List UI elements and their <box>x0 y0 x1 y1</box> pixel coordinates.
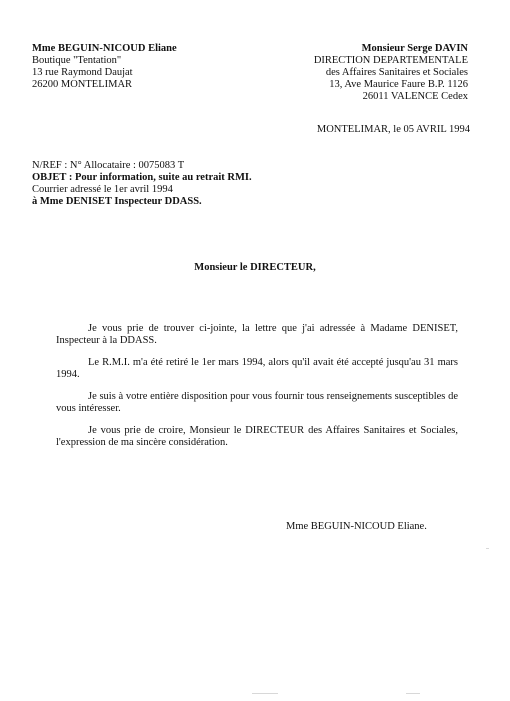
sender-name: Mme BEGUIN-NICOUD Eliane <box>32 43 177 54</box>
sender-address <box>32 43 177 91</box>
addressee-line: à Mme DENISET Inspecteur DDASS. <box>32 196 202 207</box>
recipient-affairs: des Affaires Sanitaires et Sociales <box>325 67 468 78</box>
sender-shop: Boutique "Tentation" <box>32 55 122 66</box>
reference-block <box>32 160 252 208</box>
recipient-name: Monsieur Serge DAVIN <box>361 43 468 54</box>
scan-artifact <box>252 693 278 694</box>
reference-number: N/REF : N° Allocataire : 0075083 T <box>32 160 185 171</box>
mail-sent-line: Courrier adressé le 1er avril 1994 <box>32 184 173 195</box>
signature: Mme BEGUIN-NICOUD Eliane. <box>286 521 427 532</box>
body-paragraph-3: Je suis à votre entière disposition pour vous fournir tous renseignements susceptibles de vous intéresser. <box>56 391 458 414</box>
sender-city: 26200 MONTELIMAR <box>32 79 133 90</box>
scan-artifact <box>486 548 489 549</box>
body-paragraph-1: Je vous prie de trouver ci-jointe, la lettre que j'ai adressée à Madame DENISET, Inspecteur à la DDASS. <box>56 323 458 346</box>
body-paragraph-2: Le R.M.I. m'a été retiré le 1er mars 1994, alors qu'il avait été accepté jusqu'au 31 mars 1994. <box>56 357 458 380</box>
body-paragraph-4: Je vous prie de croire, Monsieur le DIRECTEUR des Affaires Sanitaires et Sociales, l'expression de ma sincère considération. <box>56 425 458 448</box>
salutation: Monsieur le DIRECTEUR, <box>194 262 316 273</box>
recipient-department: DIRECTION DEPARTEMENTALE <box>313 55 468 66</box>
sender-street: 13 rue Raymond Daujat <box>32 67 133 78</box>
scan-artifact <box>406 693 420 694</box>
recipient-address <box>314 43 468 103</box>
letter-body <box>56 323 458 459</box>
recipient-street: 13, Ave Maurice Faure B.P. 1126 <box>329 79 468 90</box>
recipient-city: 26011 VALENCE Cedex <box>362 91 468 102</box>
subject-line: OBJET : Pour information, suite au retrait RMI. <box>32 172 252 183</box>
date-line: MONTELIMAR, le 05 AVRIL 1994 <box>316 124 470 135</box>
